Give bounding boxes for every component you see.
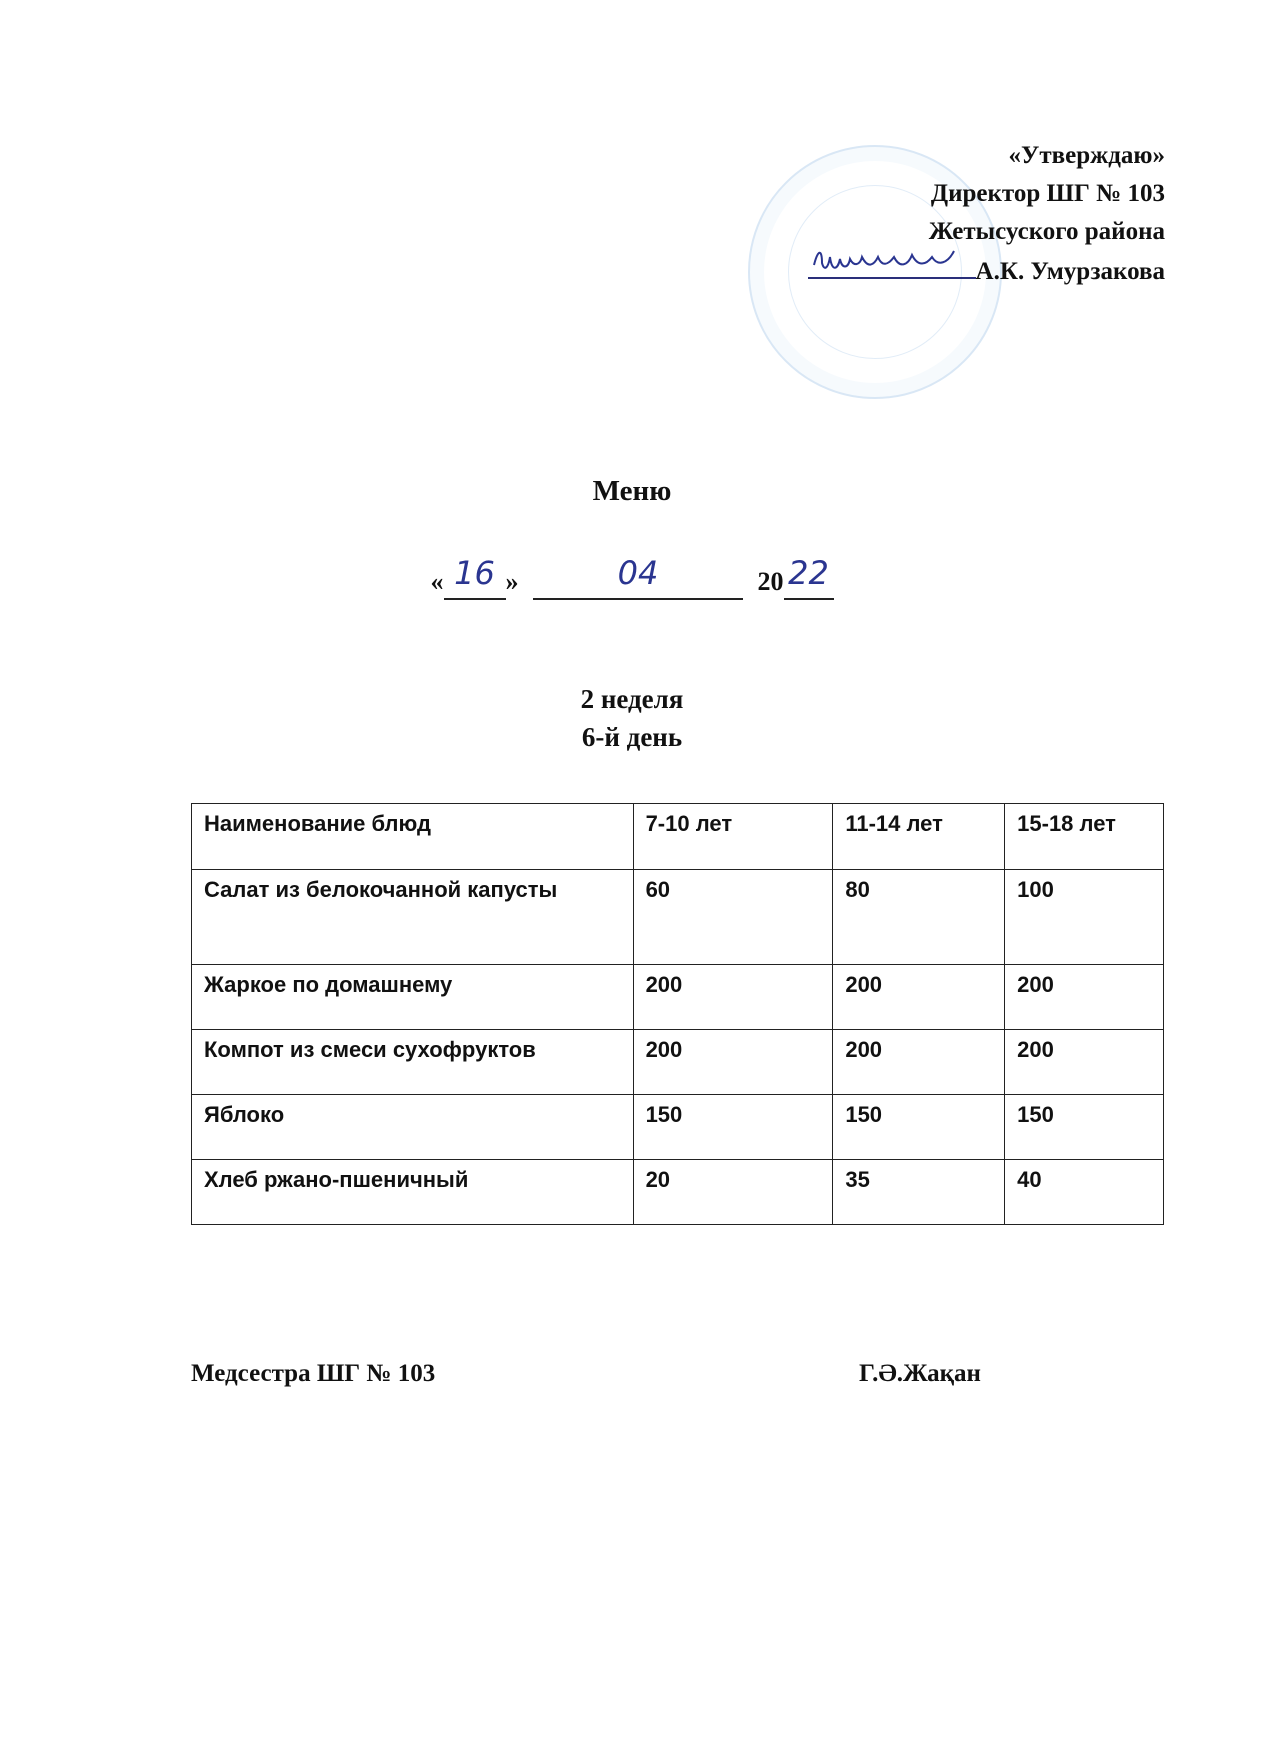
dish-name: Жаркое по домашнему: [192, 965, 634, 1030]
district-name: Жетысуского района: [928, 218, 1165, 245]
portion-15-18: 200: [1005, 965, 1164, 1030]
date-year-prefix: 20: [757, 567, 784, 596]
director-title: Директор ШГ № 103: [930, 180, 1165, 207]
portion-11-14: 35: [833, 1160, 1005, 1225]
date-month-blank: [533, 554, 743, 600]
dish-name: Яблоко: [192, 1095, 634, 1160]
director-signature: [808, 251, 976, 279]
portion-15-18: 40: [1005, 1160, 1164, 1225]
portion-15-18: 150: [1005, 1095, 1164, 1160]
table-row: [192, 965, 1164, 1030]
footer-signature: [191, 1360, 1011, 1388]
portion-7-10: 200: [633, 965, 833, 1030]
menu-date: [0, 554, 1264, 600]
portion-7-10: 200: [633, 1030, 833, 1095]
signature-line: [745, 251, 1165, 291]
day-number: 6-й день: [581, 722, 683, 752]
week-info: [0, 680, 1264, 756]
date-day: 16: [454, 554, 495, 592]
dish-name: Хлеб ржано-пшеничный: [192, 1160, 634, 1225]
header-age-15-18: 15-18 лет: [1005, 804, 1164, 870]
approval-block: [745, 137, 1165, 291]
dish-name: Компот из смеси сухофруктов: [192, 1030, 634, 1095]
dish-name: Салат из белокочанной капусты: [192, 870, 634, 965]
table-row: [192, 1030, 1164, 1095]
date-open-quote: «: [430, 567, 444, 596]
menu-table: [191, 803, 1164, 1225]
header-age-7-10: 7-10 лет: [633, 804, 833, 870]
nurse-title: Медсестра ШГ № 103: [191, 1360, 436, 1387]
date-day-blank: [444, 554, 506, 600]
portion-15-18: 200: [1005, 1030, 1164, 1095]
date-close-quote: »: [505, 567, 519, 596]
date-month: 04: [617, 554, 659, 592]
header-dish-name: Наименование блюд: [192, 804, 634, 870]
table-row: [192, 1095, 1164, 1160]
portion-11-14: 80: [833, 870, 1005, 965]
nurse-name: Г.Ә.Жақан: [859, 1360, 981, 1387]
page-title: Меню: [592, 475, 672, 507]
portion-15-18: 100: [1005, 870, 1164, 965]
portion-11-14: 200: [833, 1030, 1005, 1095]
date-year-suffix: 22: [788, 554, 829, 592]
header-age-11-14: 11-14 лет: [833, 804, 1005, 870]
date-year-blank: [784, 554, 834, 600]
portion-11-14: 200: [833, 965, 1005, 1030]
table-header-row: [192, 804, 1164, 870]
portion-7-10: 60: [633, 870, 833, 965]
portion-11-14: 150: [833, 1095, 1005, 1160]
table-row: [192, 1160, 1164, 1225]
director-name: А.К. Умурзакова: [975, 258, 1165, 285]
approval-heading: «Утверждаю»: [1008, 142, 1165, 169]
portion-7-10: 150: [633, 1095, 833, 1160]
week-number: 2 неделя: [580, 684, 684, 714]
table-row: [192, 870, 1164, 965]
portion-7-10: 20: [633, 1160, 833, 1225]
